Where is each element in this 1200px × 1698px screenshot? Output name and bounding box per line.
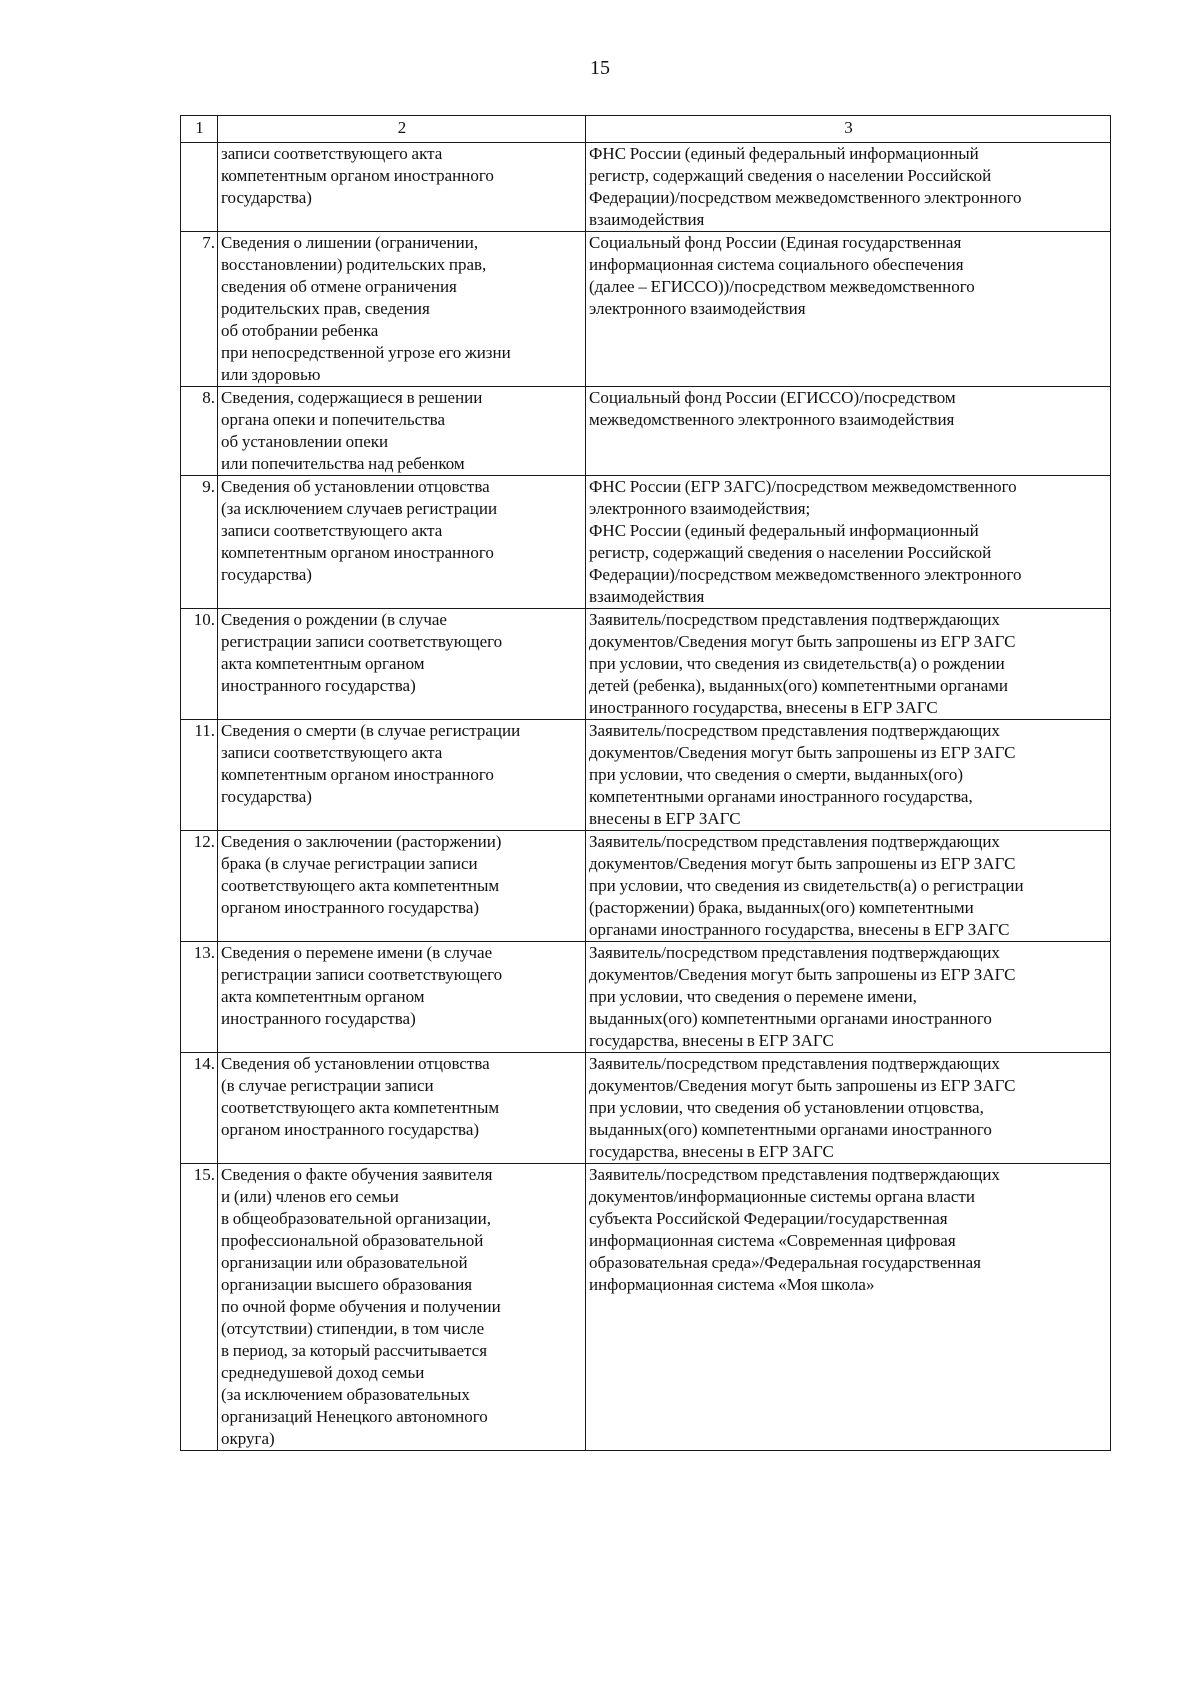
table-row xyxy=(181,387,1111,476)
header-col-3: 3 xyxy=(586,116,1111,143)
row-source: Заявитель/посредством представления подтверждающих документов/Сведения могут быть запрошены из ЕГР ЗАГС при условии, что сведения об установлении отцовства, выданных(ого) компетентными органами иностранного государства, внесены в ЕГР ЗАГС xyxy=(586,1053,1111,1164)
row-source: Социальный фонд России (ЕГИССО)/посредством межведомственного электронного взаимодействия xyxy=(586,387,1111,476)
row-source: ФНС России (ЕГР ЗАГС)/посредством межведомственного электронного взаимодействия; ФНС России (единый федеральный информационный регистр, содержащий сведения о населении Российской Федерации)/посредством межведомственного электронного взаимодействия xyxy=(586,476,1111,609)
row-info: Сведения о факте обучения заявителя и (или) членов его семьи в общеобразовательной организации, профессиональной образовательной организации или образовательной организации высшего образования по очной форме обучения и получении (отсутствии) стипендии, в том числе в период, за который рассчитывается среднедушевой доход семьи (за исключением образовательных организаций Ненецкого автономного округа) xyxy=(218,1164,586,1451)
row-info: Сведения о смерти (в случае регистрации записи соответствующего акта компетентным органом иностранного государства) xyxy=(218,720,586,831)
row-info: Сведения о заключении (расторжении) брака (в случае регистрации записи соответствующего акта компетентным органом иностранного государства) xyxy=(218,831,586,942)
row-source: Заявитель/посредством представления подтверждающих документов/Сведения могут быть запрошены из ЕГР ЗАГС при условии, что сведения о смерти, выданных(ого) компетентными органами иностранного государства, внесены в ЕГР ЗАГС xyxy=(586,720,1111,831)
data-sources-table xyxy=(180,115,1111,1451)
row-info: Сведения о перемене имени (в случае регистрации записи соответствующего акта компетентным органом иностранного государства) xyxy=(218,942,586,1053)
header-col-2: 2 xyxy=(218,116,586,143)
page-number: 15 xyxy=(590,57,610,79)
table-row xyxy=(181,942,1111,1053)
row-source: Заявитель/посредством представления подтверждающих документов/Сведения могут быть запрошены из ЕГР ЗАГС при условии, что сведения о перемене имени, выданных(ого) компетентными органами иностранного государства, внесены в ЕГР ЗАГС xyxy=(586,942,1111,1053)
row-source: Социальный фонд России (Единая государственная информационная система социального обеспечения (далее – ЕГИССО))/посредством межведомственного электронного взаимодействия xyxy=(586,232,1111,387)
row-info: записи соответствующего акта компетентным органом иностранного государства) xyxy=(218,143,586,232)
row-info: Сведения о лишении (ограничении, восстановлении) родительских прав, сведения об отмене ограничения родительских прав, сведения об отобрании ребенка при непосредственной угрозе его жизни или здоровью xyxy=(218,232,586,387)
row-number xyxy=(181,143,218,232)
table-row xyxy=(181,232,1111,387)
table-row xyxy=(181,1053,1111,1164)
row-source: Заявитель/посредством представления подтверждающих документов/Сведения могут быть запрошены из ЕГР ЗАГС при условии, что сведения из свидетельств(а) о регистрации (расторжении) брака, выданных(ого) компетентными органами иностранного государства, внесены в ЕГР ЗАГС xyxy=(586,831,1111,942)
table-row xyxy=(181,720,1111,831)
table-body xyxy=(181,143,1111,1451)
table-row xyxy=(181,609,1111,720)
row-number: 10. xyxy=(181,609,218,720)
row-number: 9. xyxy=(181,476,218,609)
row-info: Сведения об установлении отцовства (за исключением случаев регистрации записи соответствующего акта компетентным органом иностранного государства) xyxy=(218,476,586,609)
row-number: 11. xyxy=(181,720,218,831)
table-row xyxy=(181,831,1111,942)
header-col-1: 1 xyxy=(181,116,218,143)
row-source: Заявитель/посредством представления подтверждающих документов/Сведения могут быть запрошены из ЕГР ЗАГС при условии, что сведения из свидетельств(а) о рождении детей (ребенка), выданных(ого) компетентными органами иностранного государства, внесены в ЕГР ЗАГС xyxy=(586,609,1111,720)
row-number: 7. xyxy=(181,232,218,387)
row-info: Сведения, содержащиеся в решении органа опеки и попечительства об установлении опеки или попечительства над ребенком xyxy=(218,387,586,476)
row-number: 12. xyxy=(181,831,218,942)
table-row xyxy=(181,143,1111,232)
row-number: 15. xyxy=(181,1164,218,1451)
row-info: Сведения об установлении отцовства (в случае регистрации записи соответствующего акта компетентным органом иностранного государства) xyxy=(218,1053,586,1164)
row-number: 8. xyxy=(181,387,218,476)
table-row xyxy=(181,1164,1111,1451)
row-number: 14. xyxy=(181,1053,218,1164)
row-source: Заявитель/посредством представления подтверждающих документов/информационные системы органа власти субъекта Российской Федерации/государственная информационная система «Современная цифровая образовательная среда»/Федеральная государственная информационная система «Моя школа» xyxy=(586,1164,1111,1451)
row-number: 13. xyxy=(181,942,218,1053)
row-info: Сведения о рождении (в случае регистрации записи соответствующего акта компетентным органом иностранного государства) xyxy=(218,609,586,720)
header-row xyxy=(181,116,1111,143)
table-header xyxy=(181,116,1111,143)
table-row xyxy=(181,476,1111,609)
row-source: ФНС России (единый федеральный информационный регистр, содержащий сведения о населении Российской Федерации)/посредством межведомственного электронного взаимодействия xyxy=(586,143,1111,232)
